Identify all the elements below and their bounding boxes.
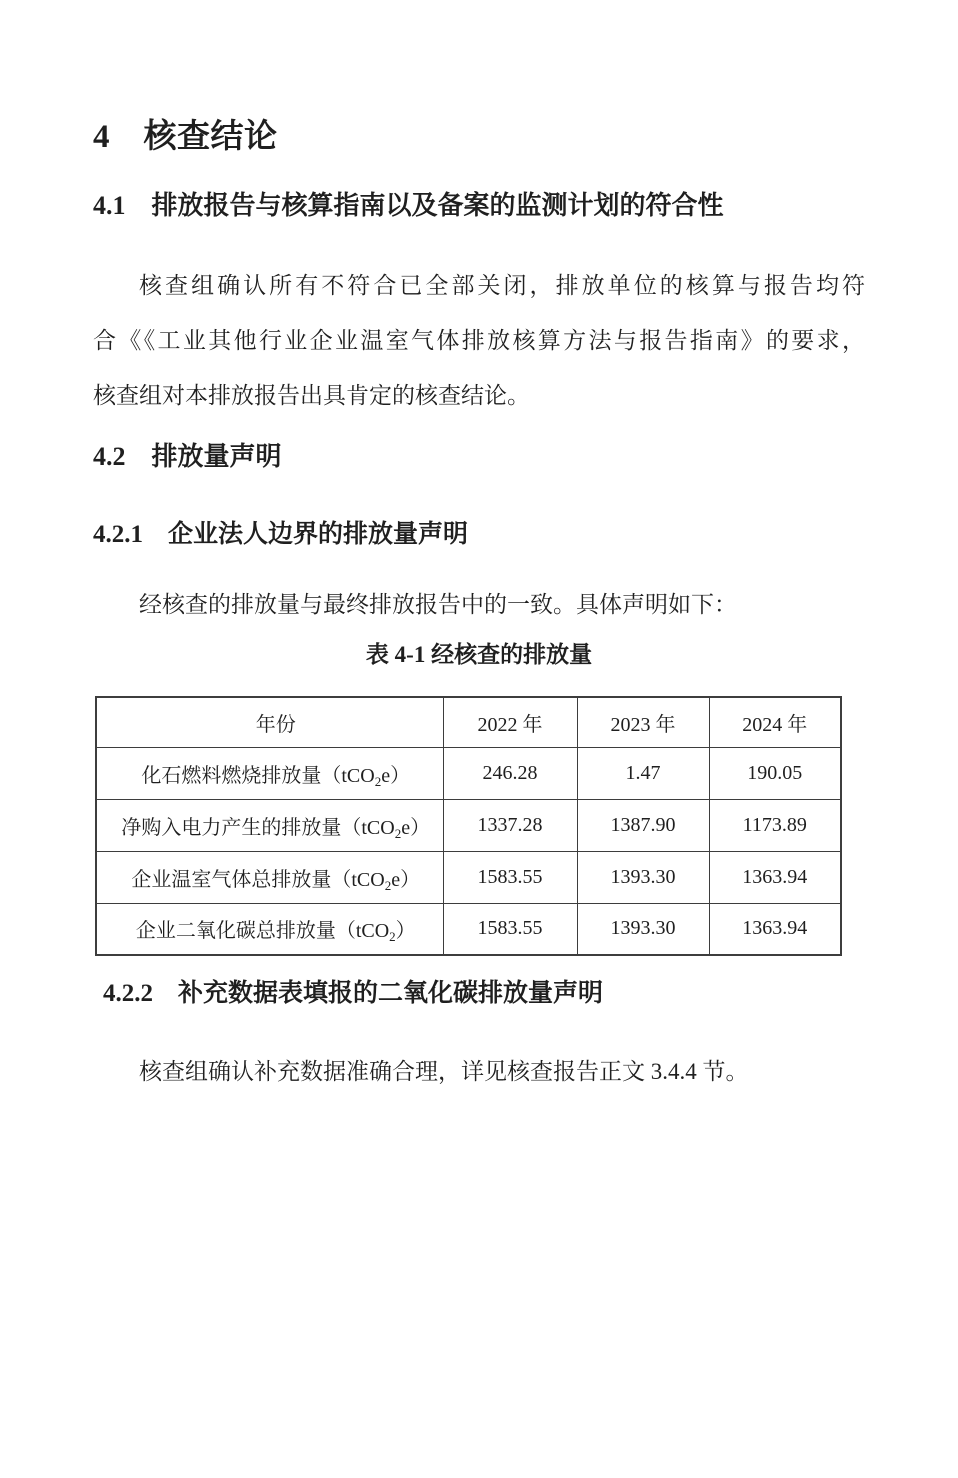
row-label-text: e） <box>401 816 431 839</box>
row-label-text: e） <box>391 868 421 891</box>
paragraph-line: 经核查的排放量与最终排放报告中的一致。具体声明如下： <box>139 592 737 617</box>
row-label-text: 企业二氧化碳总排放量（tCO <box>135 920 390 943</box>
value-cell: 1.47 <box>577 747 709 799</box>
table-row <box>96 851 841 903</box>
row-label-cell <box>96 747 443 799</box>
row-label-cell <box>96 799 443 851</box>
row-label-subscript: 2 <box>384 877 392 893</box>
verified-emissions-table <box>95 696 842 956</box>
value-cell: 1173.89 <box>709 799 841 851</box>
paragraph-line: 核查组对本排放报告出具肯定的核查结论。 <box>93 383 530 408</box>
table-row <box>96 799 841 851</box>
table-header-row <box>96 697 841 747</box>
section-4-1-heading: 4.1 排放报告与核算指南以及备案的监测计划的符合性 <box>93 191 724 220</box>
value-cell: 1393.30 <box>577 903 709 955</box>
header-cell-year: 年份 <box>96 697 443 747</box>
row-label-subscript: 2 <box>374 773 382 789</box>
section-4-2-heading: 4.2 排放量声明 <box>93 442 282 471</box>
row-label-text: 企业温室气体总排放量（tCO <box>131 868 385 891</box>
paragraph-line: 核查组确认所有不符合已全部关闭，排放单位的核算与报告均符 <box>139 273 865 298</box>
value-cell: 1393.30 <box>577 851 709 903</box>
value-cell: 1337.28 <box>443 799 577 851</box>
section-4-heading: 4 核查结论 <box>93 119 278 155</box>
row-label-cell <box>96 903 443 955</box>
row-label-text: 化石燃料燃烧排放量（tCO <box>141 764 375 787</box>
row-label-subscript: 2 <box>394 825 402 841</box>
section-4-2-2-heading: 4.2.2 补充数据表填报的二氧化碳排放量声明 <box>103 980 604 1007</box>
table-row <box>96 747 841 799</box>
row-label-subscript: 2 <box>389 929 396 945</box>
value-cell: 1583.55 <box>443 903 577 955</box>
header-cell-2024: 2024 年 <box>709 697 841 747</box>
paragraph-line: 核查组确认补充数据准确合理，详见核查报告正文 3.4.4 节。 <box>139 1059 749 1084</box>
table-row <box>96 903 841 955</box>
row-label-text: e） <box>381 764 411 787</box>
value-cell: 246.28 <box>443 747 577 799</box>
section-4-2-1-heading: 4.2.1 企业法人边界的排放量声明 <box>93 521 469 548</box>
paragraph-compliance <box>93 258 865 423</box>
value-cell: 190.05 <box>709 747 841 799</box>
paragraph-line: 合《《工业其他行业企业温室气体排放核算方法与报告指南》的要求， <box>93 328 865 353</box>
value-cell: 1363.94 <box>709 903 841 955</box>
paragraph-emission-statement <box>93 577 865 632</box>
value-cell: 1583.55 <box>443 851 577 903</box>
table-caption: 表 4-1 经核查的排放量 <box>365 642 593 667</box>
row-label-text: ） <box>395 920 416 943</box>
value-cell: 1387.90 <box>577 799 709 851</box>
paragraph-supplementary-data <box>93 1054 865 1090</box>
value-cell: 1363.94 <box>709 851 841 903</box>
row-label-cell <box>96 851 443 903</box>
header-cell-2023: 2023 年 <box>577 697 709 747</box>
row-label-text: 净购入电力产生的排放量（tCO <box>121 816 395 839</box>
header-cell-2022: 2022 年 <box>443 697 577 747</box>
